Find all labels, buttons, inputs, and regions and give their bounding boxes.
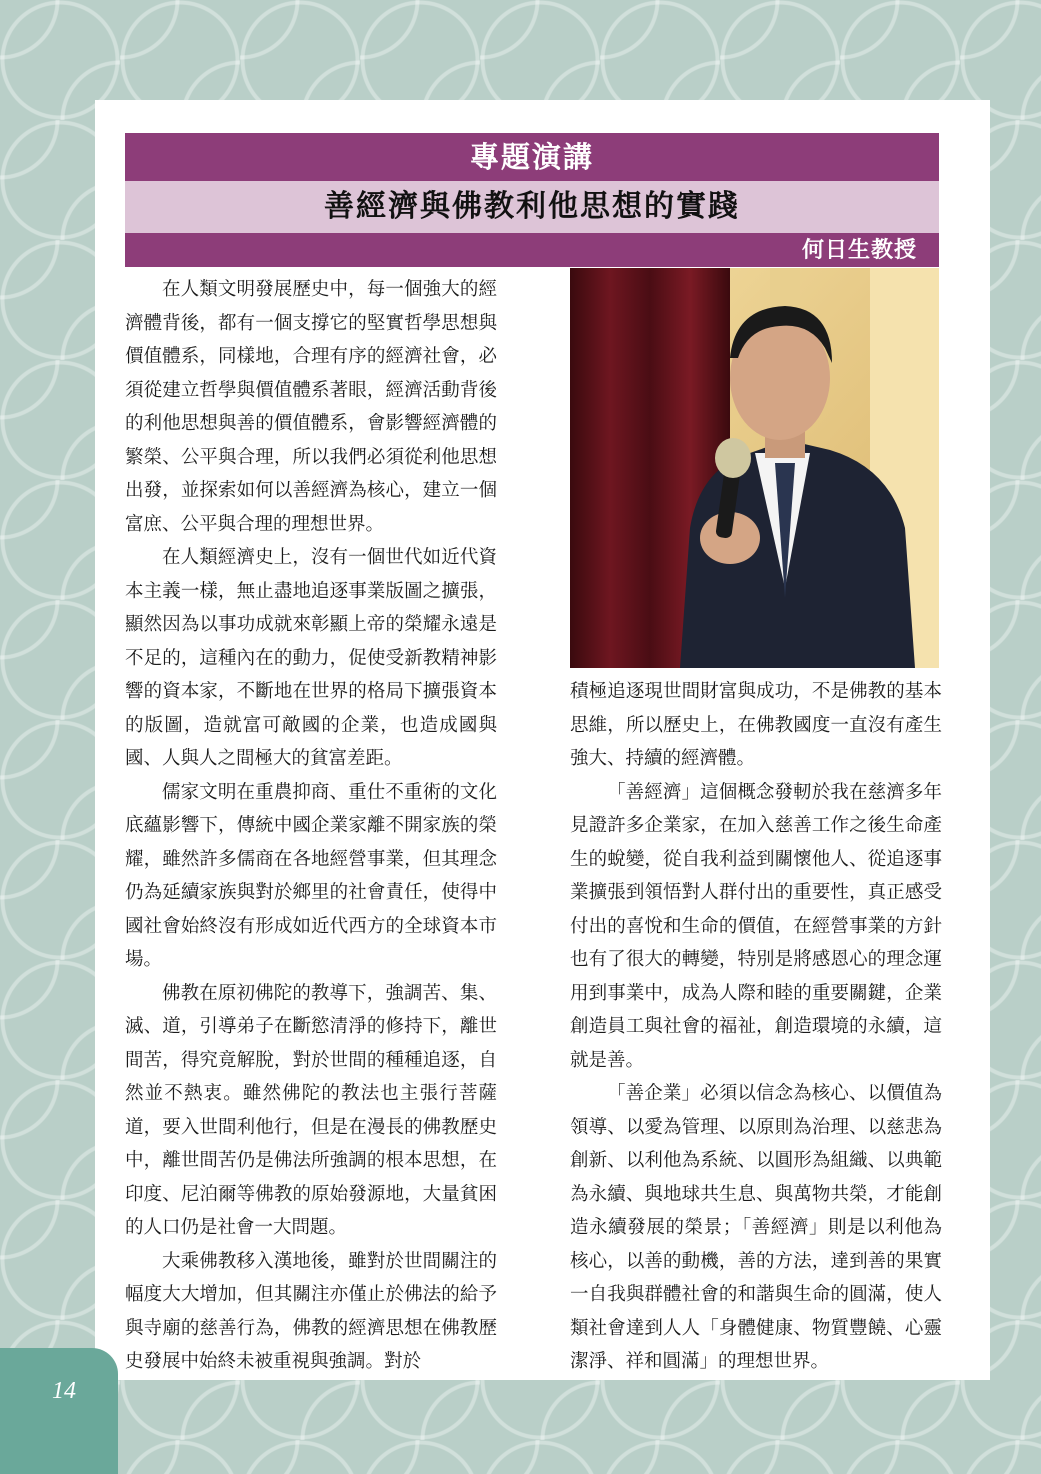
paragraph: 大乘佛教移入漢地後，雖對於世間關注的幅度大大增加，但其關注亦僅止於佛法的給予與寺廟的慈善行為，佛教的經濟思想在佛教歷史發展中始終未被重視與強調。對於 bbox=[125, 1250, 497, 1372]
speaker-photo bbox=[570, 268, 939, 668]
speaker-photo-icon bbox=[570, 268, 939, 668]
paragraph: 儒家文明在重農抑商、重仕不重術的文化底蘊影響下，傳統中國企業家離不開家族的榮耀，雖然許多儒商在各地經營事業，但其理念仍為延續家族與對於鄉里的社會責任，使得中國社會始終沒有形成如近代西方的全球資本市場。 bbox=[125, 781, 497, 970]
page-tab bbox=[0, 1348, 118, 1474]
paragraph: 佛教在原初佛陀的教導下，強調苦、集、滅、道，引導弟子在斷慾清淨的修持下，離世間苦，得究竟解脫，對於世間的種種追逐，自然並不熱衷。雖然佛陀的教法也主張行菩薩道，要入世間利他行，但是在漫長的佛教歷史中，離世間苦仍是佛法所強調的根本思想，在印度、尼泊爾等佛教的原始發源地，大量貧困的人口仍是社會一大問題。 bbox=[125, 982, 497, 1238]
paragraph: 「善企業」必須以信念為核心、以價值為領導、以愛為管理、以原則為治理、以慈悲為創新、以利他為系統、以圓形為組織、以典範為永續、與地球共生息、與萬物共榮，才能創造永續發展的榮景；「善經濟」則是以利他為核心，以善的動機，善的方法，達到善的果實一自我與群體社會的和諧與生命的圓滿，使人類社會達到人人「身體健康、物質豐饒、心靈潔淨、祥和圓滿」的理想世界。 bbox=[570, 1083, 942, 1372]
right-column bbox=[570, 675, 942, 1379]
paragraph: 在人類文明發展歷史中，每一個強大的經濟體背後，都有一個支撐它的堅實哲學思想與價值體系，同樣地，合理有序的經濟社會，必須從建立哲學與價值體系著眼，經濟活動背後的利他思想與善的價值體系，會影響經濟體的繁榮、公平與合理，所以我們必須從利他思想出發，並探索如何以善經濟為核心，建立一個富庶、公平與合理的理想世界。 bbox=[125, 279, 497, 535]
left-column bbox=[125, 273, 497, 1379]
author-name: 何日生教授 bbox=[801, 237, 917, 263]
paragraph: 「善經濟」這個概念發軔於我在慈濟多年見證許多企業家，在加入慈善工作之後生命產生的蛻變，從自我利益到關懷他人、從追逐事業擴張到領悟對人群付出的重要性，真正感受付出的喜悅和生命的價值，在經營事業的方針也有了很大的轉變，特別是將感恩心的理念運用到事業中，成為人際和睦的重要關鍵，企業創造員工與社會的福祉，創造環境的永續，這就是善。 bbox=[570, 781, 942, 1071]
author-band bbox=[125, 233, 939, 267]
page-number: 14 bbox=[52, 1378, 76, 1404]
section-title: 專題演講 bbox=[125, 133, 939, 181]
paragraph: 積極追逐現世間財富與成功，不是佛教的基本思維，所以歷史上，在佛教國度一直沒有產生強大、持續的經濟體。 bbox=[570, 681, 942, 769]
paragraph: 在人類經濟史上，沒有一個世代如近代資本主義一樣，無止盡地追逐事業版圖之擴張，顯然因為以事功成就來彰顯上帝的榮耀永遠是不足的，這種內在的動力，促使受新教精神影響的資本家，不斷地在世界的格局下擴張資本的版圖，造就富可敵國的企業，也造成國與國、人與人之間極大的貧富差距。 bbox=[125, 547, 497, 769]
article-title: 善經濟與佛教利他思想的實踐 bbox=[125, 181, 939, 233]
